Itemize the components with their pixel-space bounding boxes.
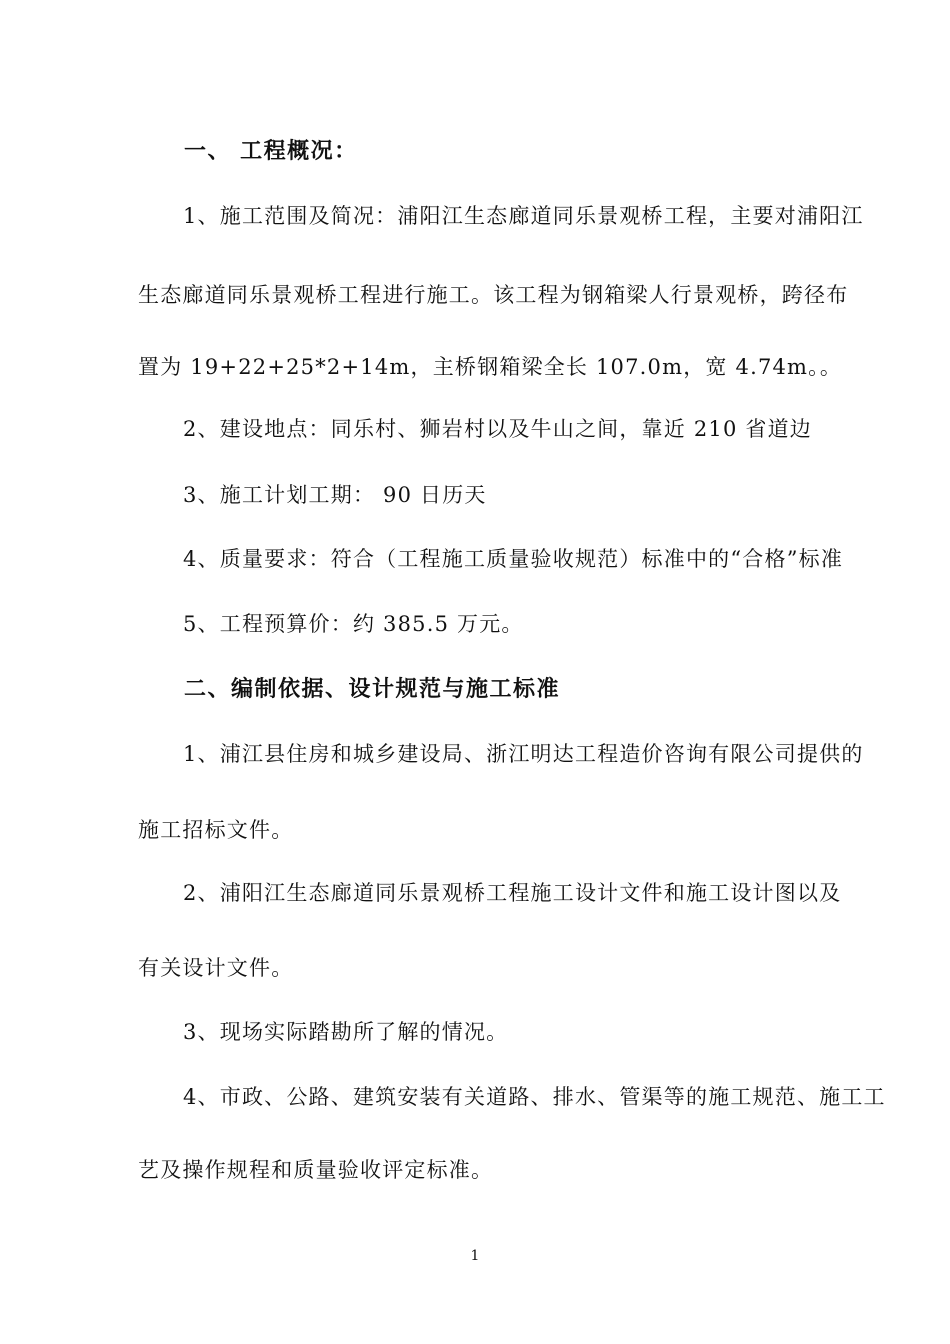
section-1-item-1-line-3: 置为 19+22+25*2+14m，主桥钢箱梁全长 107.0m，宽 4.74m。。: [138, 355, 843, 379]
section-2-item-1-line-2: 施工招标文件。: [138, 818, 294, 842]
section-1-item-5: 5、工程预算价：约 385.5 万元。: [183, 612, 524, 636]
section-1-item-1-line-2: 生态廊道同乐景观桥工程进行施工。该工程为钢箱梁人行景观桥，跨径布: [138, 283, 849, 307]
section-1-item-4: 4、质量要求：符合（工程施工质量验收规范）标准中的“合格”标准: [183, 547, 844, 571]
section-2-heading: 二、编制依据、设计规范与施工标准: [184, 676, 561, 702]
section-2-item-4-line-2: 艺及操作规程和质量验收评定标准。: [138, 1158, 494, 1182]
section-1-item-3: 3、施工计划工期： 90 日历天: [183, 483, 487, 507]
section-2-item-3: 3、现场实际踏勘所了解的情况。: [183, 1020, 509, 1044]
section-1-item-2: 2、建设地点：同乐村、狮岩村以及牛山之间，靠近 210 省道边: [183, 417, 812, 441]
section-2-item-2-line-1: 2、浦阳江生态廊道同乐景观桥工程施工设计文件和施工设计图以及: [183, 881, 842, 905]
section-2-item-4-line-1: 4、市政、公路、建筑安装有关道路、排水、管渠等的施工规范、施工工: [183, 1085, 886, 1109]
section-2-item-1-line-1: 1、浦江县住房和城乡建设局、浙江明达工程造价咨询有限公司提供的: [183, 742, 864, 766]
section-2-item-2-line-2: 有关设计文件。: [138, 956, 294, 980]
page-number: 1: [470, 1248, 480, 1264]
section-1-item-1-line-1: 1、施工范围及简况：浦阳江生态廊道同乐景观桥工程，主要对浦阳江: [183, 204, 864, 228]
section-1-heading: 一、 工程概况：: [184, 138, 358, 164]
